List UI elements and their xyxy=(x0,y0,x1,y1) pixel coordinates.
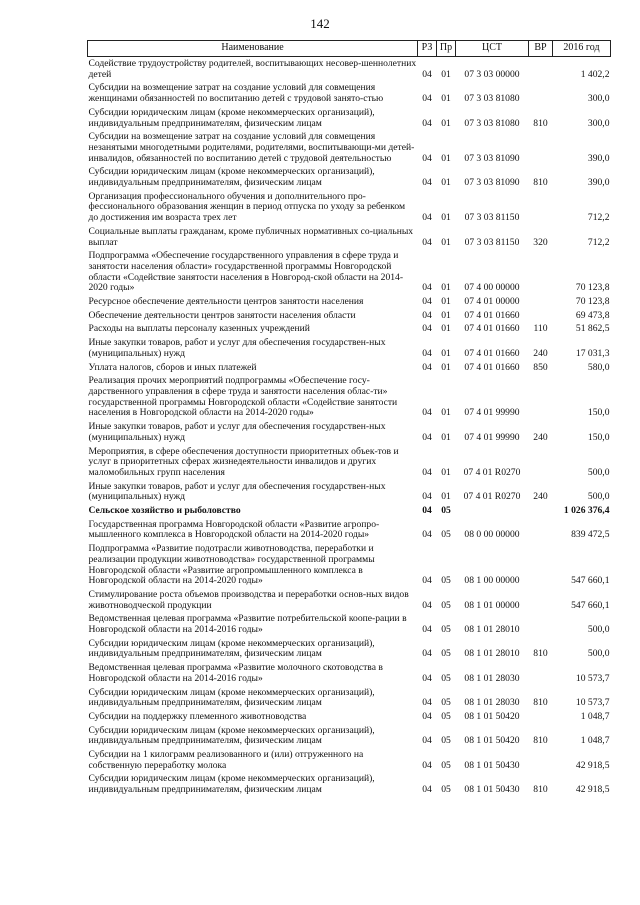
row-pr: 05 xyxy=(441,697,451,709)
table-row xyxy=(88,192,611,227)
row-name: Иные закупки товаров, работ и услуг для обеспечения государствен-ных (муниципальных) нужд xyxy=(88,421,386,443)
row-pr: 05 xyxy=(441,710,451,722)
row-cst: 07 4 01 00000 xyxy=(464,296,520,308)
budget-table xyxy=(87,40,611,799)
row-pr: 01 xyxy=(441,117,451,129)
row-rz: 04 xyxy=(422,505,432,517)
row-vr xyxy=(529,520,553,544)
row-cst: 08 1 01 28030 xyxy=(464,697,520,709)
row-rz: 04 xyxy=(422,529,432,541)
row-cst: 07 3 03 81090 xyxy=(464,152,520,164)
row-name: Субсидии на 1 килограмм реализованного и (или) отгруженного на собственную переработку молока xyxy=(88,749,364,771)
row-vr: 240 xyxy=(533,491,548,503)
row-vr: 810 xyxy=(533,117,548,129)
row-cst: 08 1 01 50420 xyxy=(464,735,520,747)
row-rz: 04 xyxy=(422,296,432,308)
header-name: Наименование xyxy=(88,41,418,57)
row-name: Субсидии на поддержку племенного животноводства xyxy=(88,710,307,722)
row-vr xyxy=(529,544,553,590)
table-row xyxy=(88,482,611,506)
row-amount: 1 048,7 xyxy=(580,735,610,747)
row-amount: 17 031,3 xyxy=(575,347,610,359)
table-row xyxy=(88,712,611,726)
row-rz: 04 xyxy=(422,347,432,359)
row-rz: 04 xyxy=(422,784,432,796)
row-rz: 04 xyxy=(422,152,432,164)
row-amount: 390,0 xyxy=(587,177,610,189)
row-cst: 07 4 01 R0270 xyxy=(463,466,521,478)
row-cst: 08 1 01 28030 xyxy=(464,672,520,684)
row-rz: 04 xyxy=(422,407,432,419)
table-row xyxy=(88,639,611,663)
table-row xyxy=(88,544,611,590)
row-pr: 01 xyxy=(441,347,451,359)
table-row xyxy=(88,324,611,338)
row-pr: 05 xyxy=(441,648,451,660)
row-rz: 04 xyxy=(422,177,432,189)
row-name: Мероприятия, в сфере обеспечения доступности приоритетных объек-тов и услуг в приоритетных сферах жизнедеятельности инвалидов и других маломобильных групп населения xyxy=(88,445,399,478)
row-pr: 01 xyxy=(441,491,451,503)
row-amount: 42 918,5 xyxy=(575,759,610,771)
table-body xyxy=(88,57,611,799)
table-row xyxy=(88,614,611,638)
row-pr: 01 xyxy=(441,361,451,373)
row-cst: 07 4 01 01660 xyxy=(464,323,520,335)
table-row xyxy=(88,311,611,325)
row-cst: 07 3 03 81080 xyxy=(464,93,520,105)
row-vr: 810 xyxy=(533,697,548,709)
table-row xyxy=(88,663,611,687)
row-rz: 04 xyxy=(422,309,432,321)
row-cst: 07 4 01 01660 xyxy=(464,309,520,321)
row-cst: 08 1 01 50430 xyxy=(464,759,520,771)
row-rz: 04 xyxy=(422,491,432,503)
row-vr xyxy=(529,132,553,167)
row-rz: 04 xyxy=(422,361,432,373)
row-amount: 839 472,5 xyxy=(571,529,610,541)
row-name: Подпрограмма «Обеспечение государственного управления в сфере труда и занятости населения области» государственной программы Новгородской области «Содействие занятости населения в Новгород-ской области на 2014-2020 годы» xyxy=(88,250,404,294)
table-row xyxy=(88,251,611,297)
row-amount: 712,2 xyxy=(587,212,610,224)
row-rz: 04 xyxy=(422,68,432,80)
header-vr: ВР xyxy=(529,41,553,57)
table-row xyxy=(88,688,611,712)
row-vr xyxy=(529,251,553,297)
row-name: Субсидии юридическим лицам (кроме некоммерческих организаций), индивидуальным предпринимателям, физическим лицам xyxy=(88,686,375,709)
table-row xyxy=(88,132,611,167)
row-rz: 04 xyxy=(422,431,432,443)
row-cst: 07 3 03 81150 xyxy=(464,212,520,224)
row-pr: 05 xyxy=(441,599,451,611)
row-vr xyxy=(529,447,553,482)
row-amount: 500,0 xyxy=(587,648,610,660)
row-cst: 07 4 01 99990 xyxy=(464,431,520,443)
row-rz: 04 xyxy=(422,759,432,771)
row-vr xyxy=(529,614,553,638)
row-name: Подпрограмма «Развитие подотрасли животноводства, переработки и реализации продукции животноводства» государственной программы Новгородской области «Развитие агропромышленного комплекса в Новгородской области на 2014-2020 годы» xyxy=(88,543,375,587)
row-name: Социальные выплаты гражданам, кроме публичных нормативных со-циальных выплат xyxy=(88,225,414,248)
row-name: Реализация прочих мероприятий подпрограммы «Обеспечение госу-дарственного управления в сфере труда и занятости населения облас-ти» государственной программы Новгородской области «Содействие занятости населения в Новгородской области на 2014-2020 годы» xyxy=(88,375,398,419)
row-rz: 04 xyxy=(422,282,432,294)
row-cst: 07 3 03 81090 xyxy=(464,177,520,189)
row-name: Иные закупки товаров, работ и услуг для обеспечения государствен-ных (муниципальных) нужд xyxy=(88,480,386,503)
row-vr: 810 xyxy=(533,735,548,747)
row-rz: 04 xyxy=(422,466,432,478)
row-pr: 01 xyxy=(441,282,451,294)
row-amount: 500,0 xyxy=(587,491,610,503)
row-name: Субсидии на возмещение затрат на создание условий для совмещения женщинами обязанностей по воспитанию детей с трудовой занято-стью xyxy=(88,82,384,105)
row-vr: 110 xyxy=(533,323,548,335)
row-name: Организация профессионального обучения и дополнительного про-фессионального образования женщин в период отпуска по уходу за ребенком до достижения им возраста трех лет xyxy=(88,190,406,224)
row-amount: 69 473,8 xyxy=(575,309,610,321)
row-vr xyxy=(529,83,553,107)
row-pr: 01 xyxy=(441,309,451,321)
row-name: Обеспечение деятельности центров занятости населения области xyxy=(88,309,356,321)
row-vr: 320 xyxy=(533,236,548,248)
row-pr: 05 xyxy=(441,575,451,587)
row-amount: 500,0 xyxy=(587,466,610,478)
row-amount: 300,0 xyxy=(587,93,610,105)
row-rz: 04 xyxy=(422,648,432,660)
row-pr: 05 xyxy=(441,735,451,747)
table-row xyxy=(88,57,611,84)
row-vr xyxy=(529,663,553,687)
table-row xyxy=(88,83,611,107)
row-pr: 05 xyxy=(441,759,451,771)
row-amount: 70 123,8 xyxy=(575,282,610,294)
page-number: 142 xyxy=(310,16,330,31)
row-amount: 300,0 xyxy=(587,117,610,129)
row-name: Стимулирование роста объемов производства и переработки основ-ных видов животноводческой продукции xyxy=(88,588,409,611)
row-amount: 10 573,7 xyxy=(575,697,610,709)
row-vr: 810 xyxy=(533,177,548,189)
row-vr xyxy=(529,750,553,774)
row-pr: 01 xyxy=(441,68,451,80)
row-pr: 01 xyxy=(441,466,451,478)
row-name: Ведомственная целевая программа «Развитие потребительской коопе-рации в Новгородской области на 2014-2016 годы» xyxy=(88,613,407,636)
header-rz: РЗ xyxy=(418,41,437,57)
table-row xyxy=(88,376,611,422)
table-row xyxy=(88,338,611,362)
table-row xyxy=(88,422,611,446)
row-vr: 810 xyxy=(533,784,548,796)
row-vr xyxy=(529,712,553,726)
row-pr: 01 xyxy=(441,177,451,189)
row-cst: 08 1 00 00000 xyxy=(464,575,520,587)
row-name: Государственная программа Новгородской области «Развитие агропро-мышленного комплекса в Новгородской области на 2014-2020 годы» xyxy=(88,518,380,541)
row-vr: 240 xyxy=(533,431,548,443)
row-cst xyxy=(456,506,529,520)
table-row xyxy=(88,167,611,191)
table-row xyxy=(88,297,611,311)
row-cst: 08 1 01 00000 xyxy=(464,599,520,611)
table-row xyxy=(88,506,611,520)
row-amount: 150,0 xyxy=(587,431,610,443)
row-name: Субсидии юридическим лицам (кроме некоммерческих организаций), индивидуальным предпринимателям, физическим лицам xyxy=(88,106,375,129)
row-rz: 04 xyxy=(422,575,432,587)
header-pr: Пр xyxy=(437,41,456,57)
row-name: Субсидии на возмещение затрат на создание условий для совмещения незанятыми многодетными родителями, родителями, воспитывающи-ми детей-инвалидов, обязанностей по воспитанию детей с трудовой деятельностью xyxy=(88,131,415,164)
row-amount: 712,2 xyxy=(587,236,610,248)
row-rz: 04 xyxy=(422,599,432,611)
table-row xyxy=(88,108,611,132)
row-pr: 05 xyxy=(441,784,451,796)
row-cst: 07 4 01 99990 xyxy=(464,407,520,419)
row-pr: 01 xyxy=(441,431,451,443)
row-name: Иные закупки товаров, работ и услуг для обеспечения государствен-ных (муниципальных) нужд xyxy=(88,337,386,359)
row-rz: 04 xyxy=(422,624,432,636)
row-rz: 04 xyxy=(422,323,432,335)
row-name: Субсидии юридическим лицам (кроме некоммерческих организаций), индивидуальным предпринимателям, физическим лицам xyxy=(88,637,375,660)
row-cst: 07 4 01 01660 xyxy=(464,361,520,373)
row-rz: 04 xyxy=(422,735,432,747)
row-amount: 1 048,7 xyxy=(580,710,610,722)
row-name: Ведомственная целевая программа «Развитие молочного скотоводства в Новгородской области на 2014-2016 годы» xyxy=(88,662,383,684)
row-name: Субсидии юридическим лицам (кроме некоммерческих организаций), индивидуальным предпринимателям, физическим лицам xyxy=(88,773,375,796)
row-rz: 04 xyxy=(422,117,432,129)
row-amount: 547 660,1 xyxy=(571,599,610,611)
row-amount: 500,0 xyxy=(587,624,610,636)
row-cst: 08 1 01 50430 xyxy=(464,784,520,796)
row-pr: 01 xyxy=(441,323,451,335)
header-cst: ЦСТ xyxy=(456,41,529,57)
row-pr: 01 xyxy=(441,296,451,308)
table-row xyxy=(88,447,611,482)
row-amount: 547 660,1 xyxy=(571,575,610,587)
row-amount: 1 026 376,4 xyxy=(563,505,610,517)
row-name: Субсидии юридическим лицам (кроме некоммерческих организаций), индивидуальным предпринимателям, физическим лицам xyxy=(88,166,375,189)
table-row xyxy=(88,363,611,377)
row-vr xyxy=(529,311,553,325)
table-row xyxy=(88,726,611,750)
row-pr: 05 xyxy=(441,529,451,541)
row-pr: 01 xyxy=(441,407,451,419)
row-vr xyxy=(529,376,553,422)
row-cst: 07 3 03 00000 xyxy=(464,68,520,80)
row-rz: 04 xyxy=(422,710,432,722)
table-row xyxy=(88,774,611,798)
header-year: 2016 год xyxy=(553,41,611,57)
row-pr: 01 xyxy=(441,152,451,164)
row-cst: 07 3 03 81150 xyxy=(464,236,520,248)
row-name: Субсидии юридическим лицам (кроме некоммерческих организаций), индивидуальным предпринимателям, физическим лицам xyxy=(88,724,375,747)
row-pr: 01 xyxy=(441,236,451,248)
row-cst: 07 4 00 00000 xyxy=(464,282,520,294)
row-amount: 1 402,2 xyxy=(580,68,610,80)
row-amount: 150,0 xyxy=(587,407,610,419)
row-pr: 05 xyxy=(441,672,451,684)
table-header-row xyxy=(88,41,611,57)
table-row xyxy=(88,227,611,251)
row-amount: 70 123,8 xyxy=(575,296,610,308)
row-cst: 08 1 01 28010 xyxy=(464,648,520,660)
row-rz: 04 xyxy=(422,672,432,684)
row-name: Содействие трудоустройству родителей, воспитывающих несовер-шеннолетних детей xyxy=(88,58,417,80)
row-rz: 04 xyxy=(422,697,432,709)
row-cst: 07 4 01 01660 xyxy=(464,347,520,359)
table-row xyxy=(88,750,611,774)
row-amount: 42 918,5 xyxy=(575,784,610,796)
row-amount: 390,0 xyxy=(587,152,610,164)
row-vr xyxy=(529,57,553,84)
row-cst: 08 0 00 00000 xyxy=(464,529,520,541)
row-vr: 810 xyxy=(533,648,548,660)
row-vr: 240 xyxy=(533,347,548,359)
row-pr: 05 xyxy=(441,624,451,636)
row-name: Уплата налогов, сборов и иных платежей xyxy=(88,361,257,373)
row-vr: 850 xyxy=(533,361,548,373)
row-name: Сельское хозяйство и рыболовство xyxy=(88,505,241,517)
row-vr xyxy=(529,506,553,520)
row-cst: 07 4 01 R0270 xyxy=(463,491,521,503)
row-pr: 05 xyxy=(441,505,451,517)
row-cst: 08 1 01 50420 xyxy=(464,710,520,722)
row-rz: 04 xyxy=(422,93,432,105)
row-name: Расходы на выплаты персоналу казенных учреждений xyxy=(88,323,310,335)
row-cst: 08 1 01 28010 xyxy=(464,624,520,636)
table-row xyxy=(88,520,611,544)
row-vr xyxy=(529,192,553,227)
table-row xyxy=(88,590,611,614)
row-vr xyxy=(529,590,553,614)
row-vr xyxy=(529,297,553,311)
row-name: Ресурсное обеспечение деятельности центров занятости населения xyxy=(88,296,364,308)
row-amount: 51 862,5 xyxy=(575,323,610,335)
row-pr: 01 xyxy=(441,93,451,105)
row-cst: 07 3 03 81080 xyxy=(464,117,520,129)
row-rz: 04 xyxy=(422,236,432,248)
row-amount: 580,0 xyxy=(587,361,610,373)
row-amount: 10 573,7 xyxy=(575,672,610,684)
row-pr: 01 xyxy=(441,212,451,224)
row-rz: 04 xyxy=(422,212,432,224)
